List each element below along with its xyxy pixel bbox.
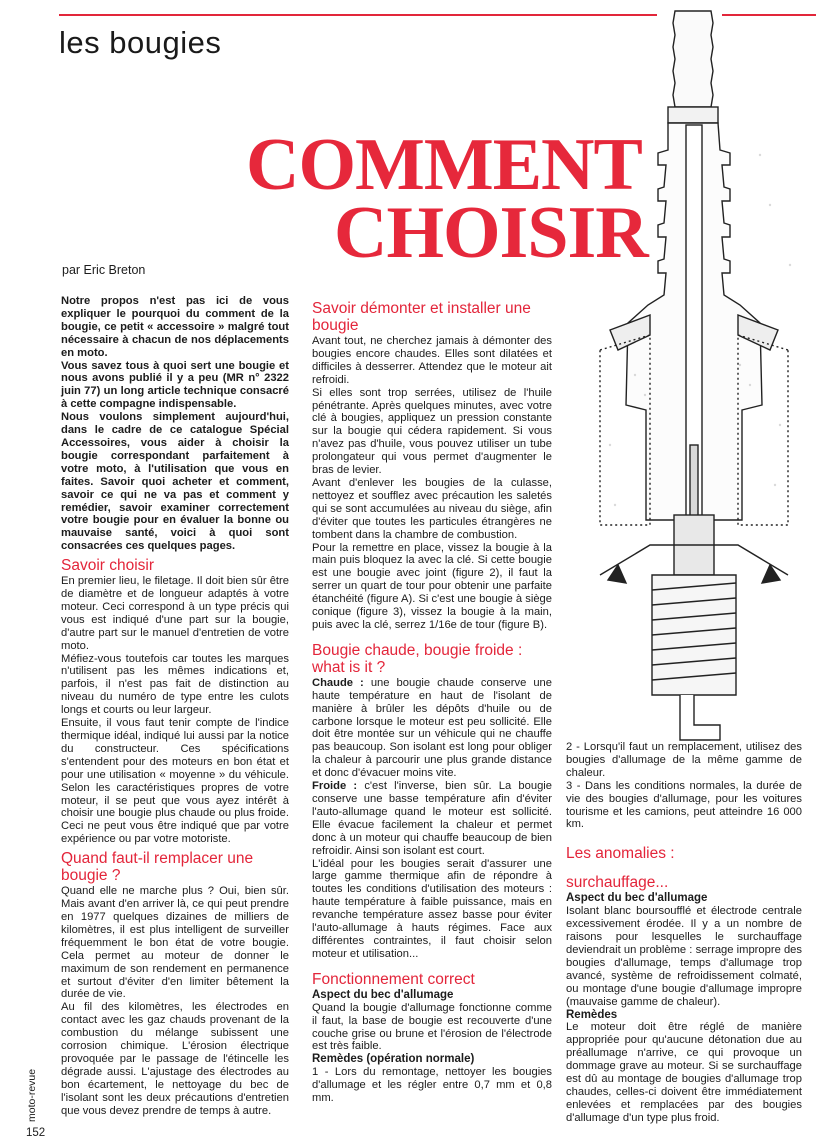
term-froide: Froide : [312, 780, 358, 793]
body-paragraph: Méfiez-vous toutefois car toutes les marques n'utilisent pas les mêmes indications et, parfois, il n'est pas fait de distinction au niveau du numéro de type entre les culots longs et courts ou leur largeur. [61, 652, 289, 717]
text-froide: c'est l'inverse, bien sûr. La bougie conserve une basse température afin d'éviter l'auto-allumage quand le moteur est sollicité. Elle évacue facilement la chaleur et permet donc à un moteur qui chauffe beaucoup de bien refroidir. Ainsi son isolant est court. [312, 780, 552, 857]
intro-paragraph: Nous voulons simplement aujourd'hui, dans le cadre de ce catalogue Spécial Accessoires, vous aider à choisir la bougie correspondant parfaitement à votre moto, à l'utilisation que vous en faites. Savoir quoi acheter et comment, savoir ce qui ne va pas et comment y remédier, savoir examiner correctement votre bougie pour en évaluer la bonne ou mauvaise santé, voici à quoi sont consacrées ces quelques pages. [61, 411, 289, 553]
body-paragraph: 3 - Dans les conditions normales, la durée de vie des bougies d'allumage, pour les voitures tourisme et les camions, peut atteindre 16 000 km. [566, 779, 802, 831]
intro-paragraph: Vous savez tous à quoi sert une bougie et nous avons publié il y a peu (MR n° 2322 juin 77) un long article technique consacré à cette compagne indispensable. [61, 359, 289, 411]
headline-comment: COMMENT [246, 124, 642, 206]
subheading: Aspect du bec d'allumage [312, 988, 454, 1001]
body-paragraph: Le moteur doit être réglé de manière appropriée pour qu'aucune détonation due au préallumage n'arrive, ce qui provoque un dommage grave au moteur. Si se surchauffage est dû au montage de bougies d'allumage trop chaudes, celles-ci doivent être immédiatement enlevées et remplacées par des bougies d'allumage d'un type plus froid. [566, 1021, 802, 1124]
body-paragraph: Avant tout, ne cherchez jamais à démonter des bougies encore chaudes. Elles sont dilatées et difficiles à desserrer. Attendez que le moteur ait refroidi. [312, 335, 552, 386]
section-title: les bougies [59, 25, 222, 60]
right-column [566, 741, 802, 1125]
body-paragraph: Ensuite, il vous faut tenir compte de l'indice thermique idéal, indiqué lui aussi par la notice du constructeur. Ces spécifications s'entendent pour des moteurs en bon état et pour une utilisation « moyenne » du véhicule. Selon les caractéristiques propres de votre moteur, il se peut que vous ayez intérêt à choisir une bougie plus chaude ou plus froide. Ceci ne peut vous être indiqué que par votre expérience ou par votre motoriste. [61, 717, 289, 846]
top-rule-left [59, 14, 657, 16]
subheading: Aspect du bec d'allumage [566, 892, 708, 905]
term-chaude: Chaude : [312, 676, 364, 689]
subheading: Remèdes (opération normale) [312, 1053, 475, 1066]
body-paragraph: En premier lieu, le filetage. Il doit bien sûr être de diamètre et de longueur adaptés à votre moteur. Ceci correspond à un type précis qui vous est indiqué d'une part sur la bougie, d'autre part sur le manuel d'entretien de votre moto. [61, 575, 289, 652]
page-number: 152 [26, 1127, 46, 1139]
heading-savoir-choisir: Savoir choisir [61, 557, 155, 575]
body-paragraph: Quand la bougie d'allumage fonctionne comme il faut, la base de bougie est recouverte d'une couche grise ou brune et l'érosion de l'électrode est très faible. [312, 1001, 552, 1053]
body-paragraph: Au fil des kilomètres, les électrodes en contact avec les gaz chauds provenant de la combustion du mélange subissent une corrosion chimique. L'érosion électrique provoquée par le passage de l'étincelle les dégrade aussi. L'ajustage des électrodes au bon écartement, le nettoyage du bec de l'isolant sont les deux précautions d'entretien que vous devez prendre de temps à autre. [61, 1001, 289, 1117]
spark-plug-cutaway-illustration [590, 5, 820, 747]
heading-demonter: Savoir démonter et installer une bougie [312, 300, 531, 334]
body-paragraph: Avant d'enlever les bougies de la culasse, nettoyez et soufflez avec précaution les saletés qui se sont accumulées au niveau du siège, afin d'éviter que toutes les particules étrangères ne tombent dans la chambre de combustion. [312, 476, 552, 541]
headline-choisir: CHOISIR [334, 192, 648, 274]
left-column [61, 295, 289, 1117]
subheading: Remèdes [566, 1008, 618, 1021]
body-paragraph: Isolant blanc boursoufflé et électrode centrale excessivement érodée. Il y a un nombre de raisons pour lesquelles le surchauffage deviendrait un problème : serrage impropre des bougies d'allumage, temps d'allumage trop avancé, système de refroidissement colmaté, ou montage d'une bougie d'allumage impropre (mauvaise gamme de chaleur). [566, 905, 802, 1008]
heading-surchauffage: surchauffage... [566, 874, 669, 892]
heading-fonctionnement: Fonctionnement correct [312, 970, 475, 988]
intro-text [61, 295, 289, 553]
body-paragraph: 1 - Lors du remontage, nettoyer les bougies d'allumage et les régler entre 0,7 mm et 0,8 mm. [312, 1066, 552, 1105]
heading-quand-remplacer: Quand faut-il remplacer une bougie ? [61, 850, 254, 885]
body-paragraph: Quand elle ne marche plus ? Oui, bien sûr. Mais avant d'en arriver là, ce qui peut prendre en 1977 quelques dizaines de milliers de kilomètres, il est plus intelligent de surveiller fréquemment le bon état de votre bougie. Cela permet au moteur de donner le maximum de son rendement en permanence et surtout d'éviter d'en limiter bêtement la durée de vie. [61, 885, 289, 1001]
byline: par Eric Breton [62, 263, 146, 277]
body-paragraph: 2 - Lorsqu'il faut un remplacement, utilisez des bougies d'allumage de la même gamme de chaleur. [566, 741, 802, 779]
body-paragraph [312, 780, 552, 857]
intro-paragraph: Notre propos n'est pas ici de vous expliquer le pourquoi du comment de la bougie, ce petit « accessoire » malgré tout nécessaire à chacun de nos déplacements en moto. [61, 295, 289, 359]
body-paragraph: Pour la remettre en place, vissez la bougie à la main puis bloquez la avec la clé. Si cette bougie est une bougie avec joint (figure 2), il faut la serrer un quart de tour pour obtenir une parfaite étanchéité (figure A). Si c'est une bougie à siège conique (figure 3), vissez la bougie à la main, puis avec la clé, serrez 1/16e de tour (figure B). [312, 541, 552, 631]
text-chaude: une bougie chaude conserve une haute température en haut de l'isolant de manière à brûler les dépôts d'huile ou de carbone lorsque le moteur est peu sollicité. Elle doit être montée sur un véhicule qui ne chauffe pas beaucoup. Son isolant est long pour obliger la chaleur à parcourir une plus grande distance et donc d'évacuer moins vite. [312, 676, 552, 780]
body-paragraph [312, 677, 552, 780]
heading-chaude-froide: Bougie chaude, bougie froide : what is it ? [312, 641, 523, 676]
heading-anomalies: Les anomalies : [566, 845, 675, 863]
body-paragraph: L'idéal pour les bougies serait d'assurer une large gamme thermique afin de répondre à toutes les conditions d'utilisation des moteurs : haute température à faible puissance, mais en revanche température assez basse pour éviter l'auto-allumage à hauts régimes. Face aux différentes contraintes, il faut choisir selon moteur et utilisation... [312, 857, 552, 960]
middle-column [312, 296, 552, 1105]
body-paragraph: Si elles sont trop serrées, utilisez de l'huile pénétrante. Après quelques minutes, avec votre clé à bougies, appliquez un pression constante sur la bougie qui cédera rapidement. Si vous n'avez pas d'huile, vous pouvez utiliser un tube prolongateur qui vous permet d'augmenter le bras de levier. [312, 386, 552, 477]
side-label: moto-revue [26, 1068, 38, 1122]
